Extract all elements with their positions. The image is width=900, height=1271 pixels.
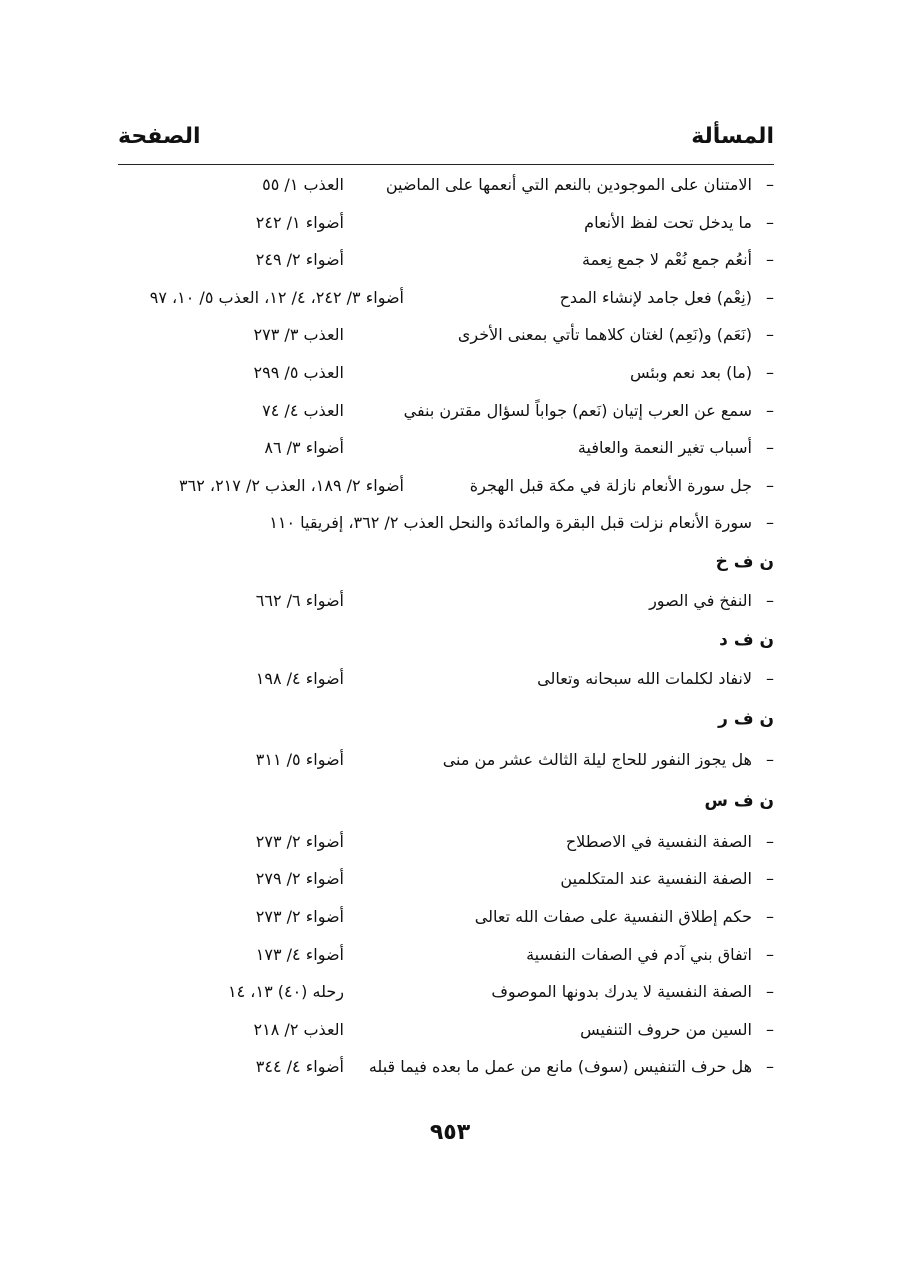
index-entry [118,898,774,936]
entry-topic: هل حرف التنفيس (سوف) مانع من عمل ما بعده فيما قبله [368,1057,752,1077]
section-heading: ن ف ر [718,709,774,730]
entry-dash: – [766,869,774,889]
entry-reference: أضواء ٣/ ٢٤٢، ٤/ ١٢، العذب ٥/ ١٠، ٩٧ [149,287,404,307]
section-heading: ن ف س [704,790,774,811]
section-heading: ن ف د [719,629,774,650]
entry-topic: السين من حروف التنفيس [580,1019,752,1039]
entry-dash: – [766,590,774,610]
entry-dash: – [766,906,774,926]
entry-dash: – [766,944,774,964]
entry-dash: – [766,1019,774,1039]
entry-topic: أنعُم جمع نُعْم لا جمع نِعمة [582,250,752,270]
entry-dash: – [766,287,774,307]
entry-dash: – [766,1057,774,1077]
entry-topic: ما يدخل تحت لفظ الأنعام [584,212,752,232]
index-entry [118,860,774,898]
entry-reference: رحله (٤٠) ١٣، ١٤ [228,982,344,1002]
entry-reference: العذب ٤/ ٧٤ [262,400,344,420]
index-entry [118,1048,774,1086]
entry-reference: أضواء ٤/ ١٧٣ [255,944,344,964]
entry-reference: العذب ١/ ٥٥ [262,175,344,194]
index-entry [118,241,774,279]
entry-reference: أضواء ٤/ ١٩٨ [255,668,344,688]
index-entry [118,392,774,430]
index-entry [118,1011,774,1049]
entry-reference: أضواء ٢/ ٢٧٣ [255,831,344,851]
index-entry [118,660,774,698]
entry-reference: أضواء ٢/ ٢٧٣ [255,906,344,926]
entry-topic: سورة الأنعام نزلت قبل البقرة والمائدة والنحل [448,513,752,533]
entry-reference: العذب ٢/ ٢١٨ [253,1019,344,1039]
entry-topic: (نَعَم) و(نَعِم) لغتان كلاهما تأتي بمعنى الأخرى [457,325,752,345]
index-entry [118,936,774,974]
index-entry [118,204,774,242]
entry-topic: اتفاق بني آدم في الصفات النفسية [526,944,752,964]
entry-topic: الصفة النفسية في الاصطلاح [565,831,752,851]
entry-dash: – [766,362,774,382]
entry-topic: (نِعْم) فعل جامد لإنشاء المدح [559,287,752,307]
header-topic-label: المسألة [691,124,774,149]
entry-topic: الامتنان على الموجودين بالنعم التي أنعمها على الماضين [385,175,752,194]
entry-dash: – [766,250,774,270]
entry-topic: سمع عن العرب إتيان (نَعم) جواباً لسؤال مقترن بنفي [403,400,752,420]
entry-reference: العذب ٢/ ٣٦٢، إفريقيا ١١٠ [269,513,444,533]
entry-dash: – [766,982,774,1002]
entry-topic: النفخ في الصور [649,590,752,610]
page-number: ٩٥٣ [429,1120,471,1145]
entry-dash: – [766,438,774,458]
index-entry [118,316,774,354]
index-list [118,166,774,1086]
entry-topic: هل يجوز النفور للحاج ليلة الثالث عشر من منى [442,750,752,770]
entry-dash: – [766,513,774,533]
entry-dash: – [766,175,774,194]
entry-dash: – [766,325,774,345]
entry-topic: أسباب تغير النعمة والعافية [577,438,752,458]
section-heading: ن ف خ [715,551,774,572]
entry-topic: (ما) بعد نعم وبئس [630,362,752,382]
index-entry [118,823,774,861]
entry-dash: – [766,750,774,770]
index-entry [118,467,774,505]
index-entry [118,354,774,392]
entry-reference: العذب ٣/ ٢٧٣ [253,325,344,345]
entry-reference: أضواء ١/ ٢٤٢ [255,212,344,232]
index-entry [118,166,774,204]
entry-topic: جل سورة الأنعام نازلة في مكة قبل الهجرة [469,475,752,495]
entry-dash: – [766,212,774,232]
entry-reference: العذب ٥/ ٢٩٩ [253,362,344,382]
entry-dash: – [766,831,774,851]
index-entry [118,429,774,467]
entry-dash: – [766,475,774,495]
entry-reference: أضواء ٦/ ٦٦٢ [255,590,344,610]
entry-topic: الصفة النفسية عند المتكلمين [560,869,752,889]
index-entry [118,504,774,542]
entry-reference: أضواء ٢/ ٢٧٩ [255,869,344,889]
entry-reference: أضواء ٢/ ١٨٩، العذب ٢/ ٢١٧، ٣٦٢ [179,475,404,495]
entry-reference: أضواء ٣/ ٨٦ [264,438,344,458]
entry-topic: حكم إطلاق النفسية على صفات الله تعالى [474,906,752,926]
index-entry [118,741,774,779]
index-entry [118,582,774,620]
entry-reference: أضواء ٢/ ٢٤٩ [255,250,344,270]
index-entry [118,279,774,317]
entry-dash: – [766,400,774,420]
header-page-label: الصفحة [118,124,201,149]
entry-topic: الصفة النفسية لا يدرك بدونها الموصوف [491,982,752,1002]
entry-dash: – [766,668,774,688]
column-header [118,120,774,165]
entry-reference: أضواء ٥/ ٣١١ [255,750,344,770]
entry-reference: أضواء ٤/ ٣٤٤ [255,1057,344,1077]
entry-topic: لانفاد لكلمات الله سبحانه وتعالى [537,668,752,688]
index-entry [118,973,774,1011]
